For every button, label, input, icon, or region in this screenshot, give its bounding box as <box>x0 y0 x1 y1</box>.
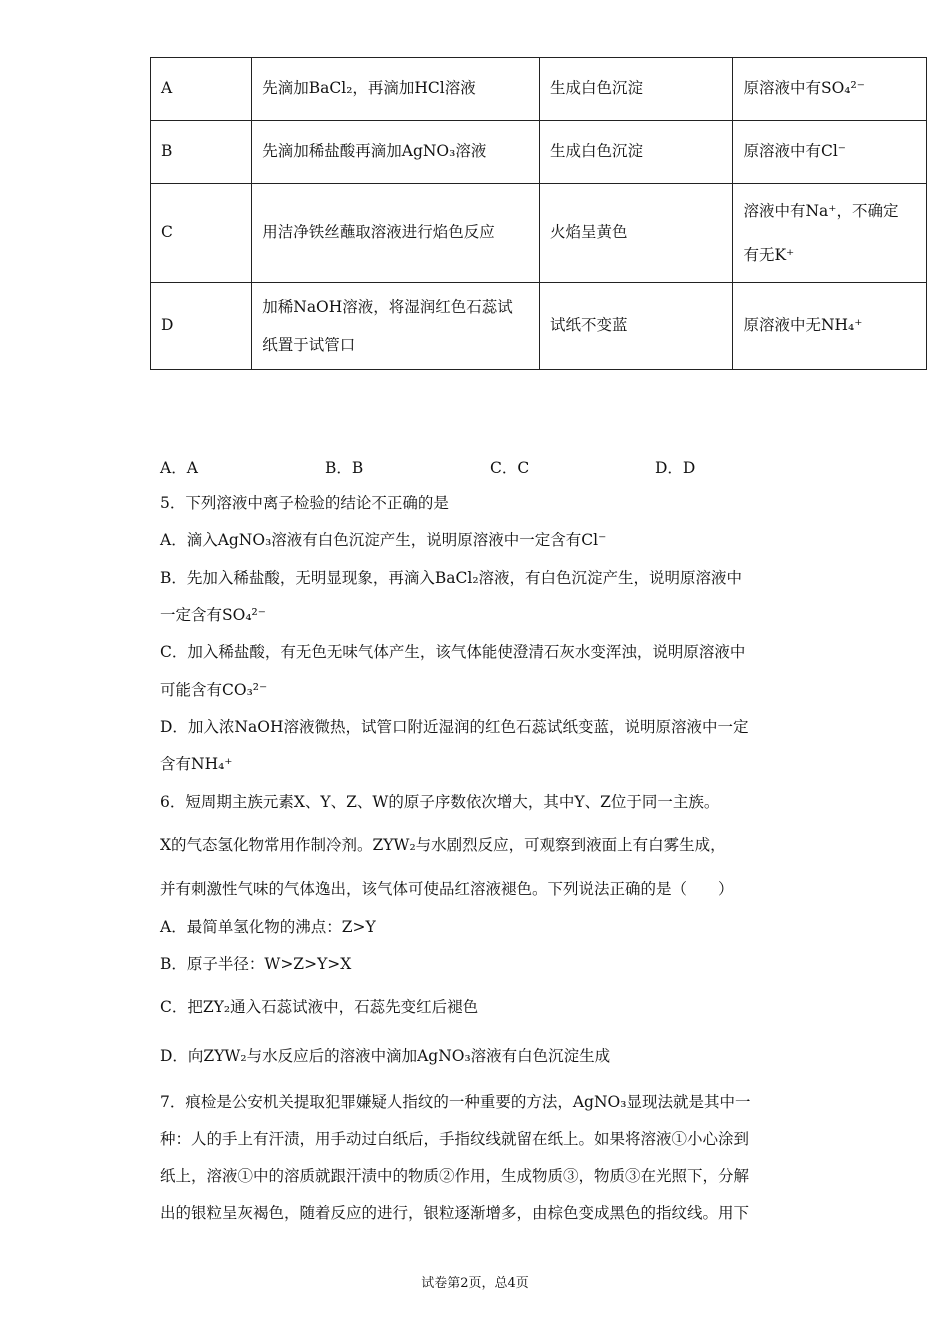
row-label: B <box>151 121 252 184</box>
q5-option-b: B．先加入稀盐酸，无明显现象，再滴入BaCl₂溶液，有白色沉淀产生，说明原溶液中 <box>160 569 743 587</box>
experiment-table <box>150 57 927 370</box>
q4-option-c: C．C <box>490 459 530 477</box>
table-row <box>151 283 927 370</box>
conclusion-line: 有无K⁺ <box>743 246 795 264</box>
row-operation: 用洁净铁丝蘸取溶液进行焰色反应 <box>252 184 540 283</box>
row-conclusion: 原溶液中无NH₄⁺ <box>733 283 927 370</box>
conclusion-line: 溶液中有Na⁺，不确定 <box>743 202 899 220</box>
row-label: C <box>151 184 252 283</box>
q6-stem-line: X的气态氢化物常用作制冷剂。ZYW₂与水剧烈反应，可观察到液面上有白雾生成， <box>160 836 726 854</box>
q6-option-a: A．最简单氢化物的沸点：Z>Y <box>160 918 376 936</box>
page-footer: 试卷第2页，总4页 <box>421 1276 529 1291</box>
q7-text-line: 出的银粒呈灰褐色，随着反应的进行，银粒逐渐增多，由棕色变成黑色的指纹线。用下 <box>160 1204 750 1222</box>
q6-option-c: C．把ZY₂通入石蕊试液中，石蕊先变红后褪色 <box>160 998 479 1016</box>
row-label: A <box>151 58 252 121</box>
q5-option-d-cont: 含有NH₄⁺ <box>160 755 233 773</box>
q6-option-b: B．原子半径：W>Z>Y>X <box>160 955 352 973</box>
row-operation: 先滴加稀盐酸再滴加AgNO₃溶液 <box>252 121 540 184</box>
row-conclusion: 原溶液中有SO₄²⁻ <box>733 58 927 121</box>
q7-text-line: 种：人的手上有汗渍，用手动过白纸后，手指纹线就留在纸上。如果将溶液①小心涂到 <box>160 1130 750 1148</box>
q5-option-d: D．加入浓NaOH溶液微热，试管口附近湿润的红色石蕊试纸变蓝，说明原溶液中一定 <box>160 718 749 736</box>
operation-line: 纸置于试管口 <box>262 336 356 354</box>
row-conclusion <box>733 184 927 283</box>
row-label: D <box>151 283 252 370</box>
operation-line: 加稀NaOH溶液，将湿润红色石蕊试 <box>262 298 513 316</box>
row-operation: 先滴加BaCl₂，再滴加HCl溶液 <box>252 58 540 121</box>
q7-text-line: 7．痕检是公安机关提取犯罪嫌疑人指纹的一种重要的方法，AgNO₃显现法就是其中一 <box>160 1093 751 1111</box>
row-phenomenon: 试纸不变蓝 <box>539 283 732 370</box>
table-row <box>151 121 927 184</box>
row-phenomenon: 火焰呈黄色 <box>539 184 732 283</box>
q4-option-a: A．A <box>160 459 198 477</box>
q5-option-b-cont: 一定含有SO₄²⁻ <box>160 606 266 624</box>
q5-stem: 5．下列溶液中离子检验的结论不正确的是 <box>160 494 449 512</box>
table-row <box>151 184 927 283</box>
q4-option-d: D．D <box>655 459 696 477</box>
row-phenomenon: 生成白色沉淀 <box>539 58 732 121</box>
row-conclusion: 原溶液中有Cl⁻ <box>733 121 927 184</box>
table-row <box>151 58 927 121</box>
row-phenomenon: 生成白色沉淀 <box>539 121 732 184</box>
row-operation <box>252 283 540 370</box>
q5-option-a: A．滴入AgNO₃溶液有白色沉淀产生，说明原溶液中一定含有Cl⁻ <box>160 531 607 549</box>
q5-option-c-cont: 可能含有CO₃²⁻ <box>160 681 268 699</box>
q6-stem-line: 6．短周期主族元素X、Y、Z、W的原子序数依次增大，其中Y、Z位于同一主族。 <box>160 793 720 811</box>
q5-option-c: C．加入稀盐酸，有无色无味气体产生，该气体能使澄清石灰水变浑浊，说明原溶液中 <box>160 643 746 661</box>
q4-option-b: B．B <box>325 459 364 477</box>
q6-option-d: D．向ZYW₂与水反应后的溶液中滴加AgNO₃溶液有白色沉淀生成 <box>160 1047 611 1065</box>
q6-stem-line: 并有刺激性气味的气体逸出，该气体可使品红溶液褪色。下列说法正确的是（ ） <box>160 880 734 898</box>
q7-text-line: 纸上，溶液①中的溶质就跟汗渍中的物质②作用，生成物质③，物质③在光照下，分解 <box>160 1167 750 1185</box>
